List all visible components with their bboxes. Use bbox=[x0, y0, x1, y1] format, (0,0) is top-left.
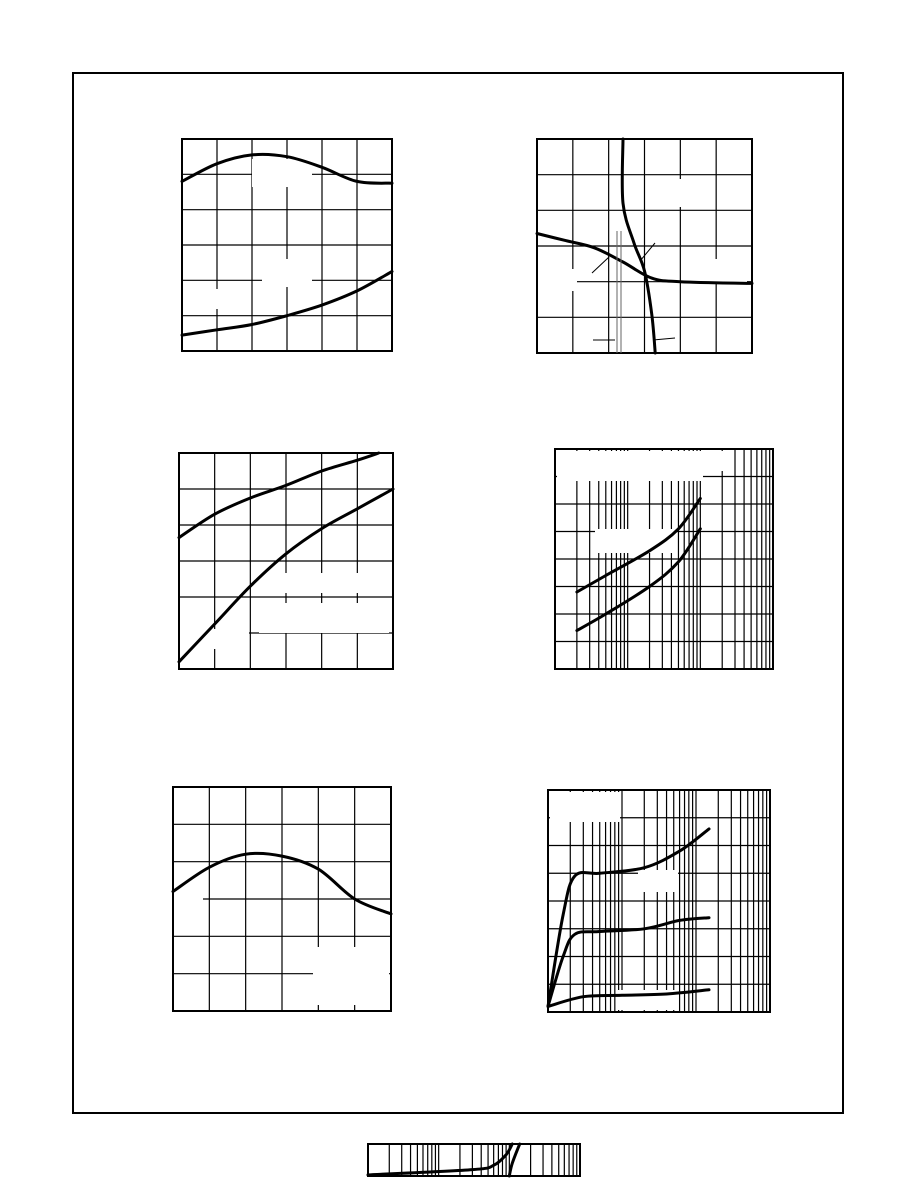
grid-gap bbox=[313, 947, 389, 1005]
grid-gap bbox=[537, 269, 577, 291]
chart-3 bbox=[179, 453, 393, 669]
chart-1 bbox=[182, 139, 392, 351]
chart-7 bbox=[368, 1144, 580, 1176]
grid-gap bbox=[179, 629, 249, 649]
gridlines bbox=[548, 790, 770, 1012]
chart-6 bbox=[548, 790, 770, 1012]
gridlines bbox=[537, 139, 752, 353]
chart-4 bbox=[555, 449, 773, 669]
grid-gap bbox=[657, 179, 707, 207]
grid-gap bbox=[182, 289, 222, 309]
grid-gap bbox=[705, 451, 725, 471]
chart-5 bbox=[173, 787, 391, 1011]
gridlines bbox=[555, 449, 773, 669]
grid-gap bbox=[259, 603, 389, 633]
grid-gap bbox=[173, 887, 203, 917]
annotation-arrow bbox=[653, 338, 675, 340]
grid-gap bbox=[687, 259, 747, 283]
grid-gap bbox=[638, 870, 678, 892]
grid-gap bbox=[262, 259, 312, 287]
grid-gap bbox=[557, 451, 703, 481]
chart-2 bbox=[537, 139, 752, 353]
grid-gap bbox=[550, 792, 620, 822]
annotation-arrow bbox=[592, 257, 609, 273]
plot-frame bbox=[368, 1144, 580, 1176]
grid-gap bbox=[252, 159, 312, 187]
grid-gap bbox=[279, 573, 389, 593]
